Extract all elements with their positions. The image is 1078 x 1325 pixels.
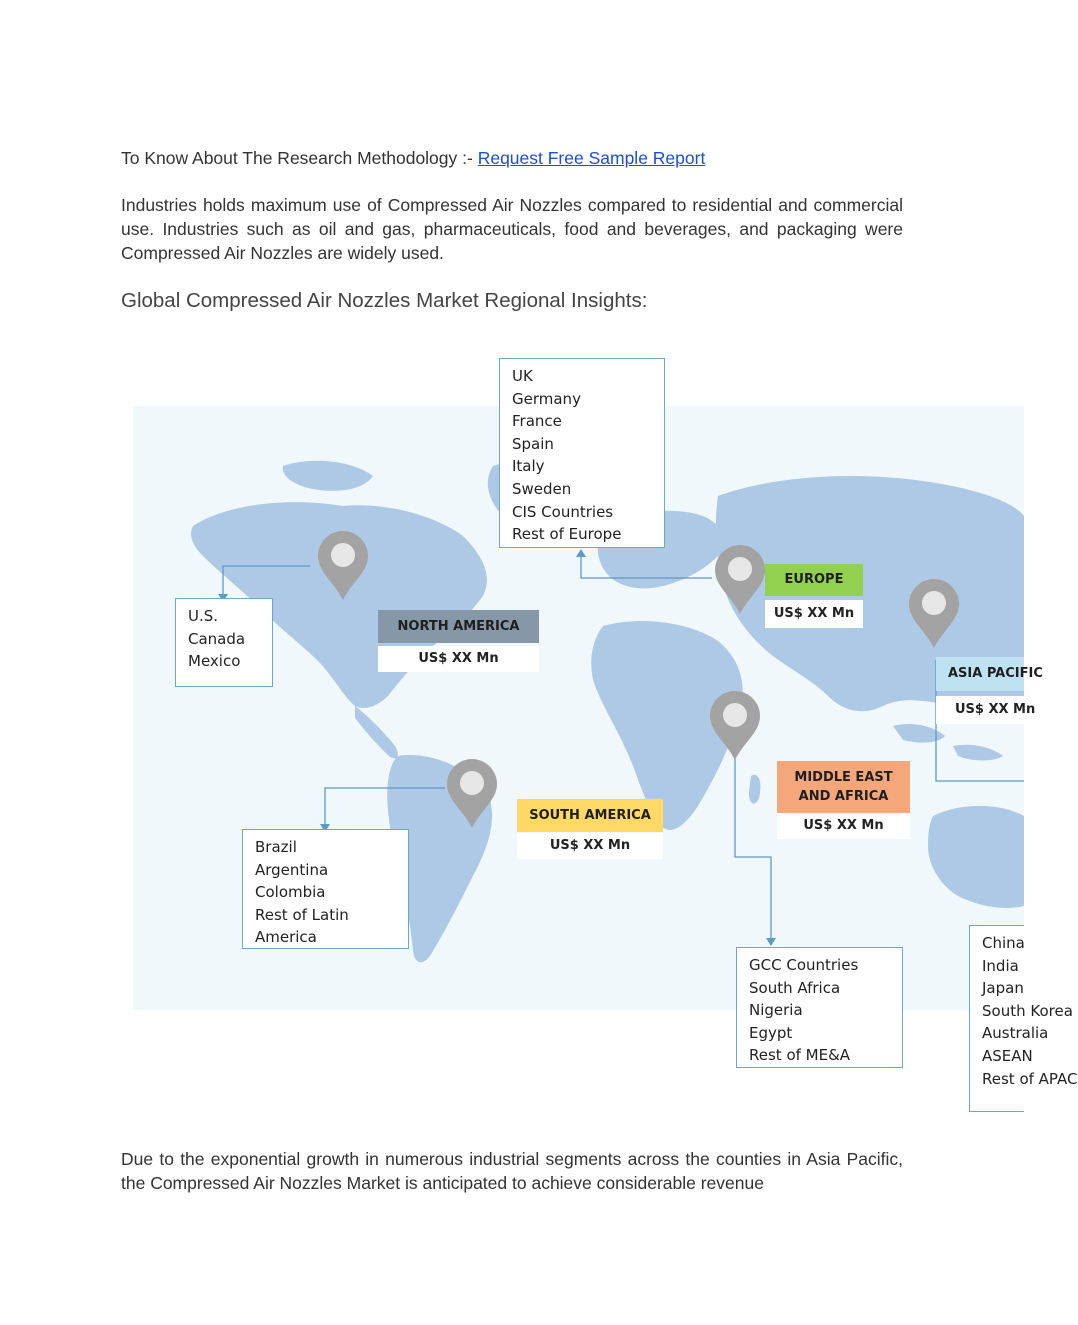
country-item: America <box>255 928 317 947</box>
methodology-prefix: To Know About The Research Methodology :- <box>121 148 478 168</box>
country-item: Brazil <box>255 838 297 856</box>
country-item: Sweden <box>512 479 572 498</box>
north-america-value: US$ XX Mn <box>378 646 539 672</box>
country-item: Rest of ME&A <box>749 1046 851 1065</box>
mea-countries-box <box>736 947 903 1068</box>
country-item: Nigeria <box>749 1001 803 1020</box>
country-item: Colombia <box>255 883 326 902</box>
south-america-pin-icon <box>443 758 501 830</box>
country-item: Canada <box>188 629 246 648</box>
asia-pacific-countries-box <box>969 925 1078 1112</box>
north-america-countries-box <box>175 598 273 687</box>
mea-label-line2: AND AFRICA <box>798 789 889 804</box>
country-item: Spain <box>512 434 554 453</box>
request-sample-link[interactable]: Request Free Sample Report <box>477 148 706 168</box>
country-item: ASEAN <box>982 1046 1033 1065</box>
country-item: China <box>982 934 1025 952</box>
country-item: Italy <box>512 457 545 476</box>
country-item: U.S. <box>188 607 219 625</box>
country-item: South Africa <box>749 978 841 997</box>
asia-pacific-paragraph: Due to the exponential growth in numerous industrial segments across the counties in Asia Pacific, the Compressed Air Nozzles Market is anticipated to achieve considerable revenue <box>121 1149 903 1193</box>
europe-label: EUROPE <box>765 564 863 596</box>
country-item: Rest of Latin <box>255 905 349 924</box>
country-item: Japan <box>982 979 1024 998</box>
asia-pacific-label: ASIA PACIFIC <box>936 657 1024 691</box>
country-item: Argentina <box>255 860 329 879</box>
country-item: France <box>512 412 562 431</box>
europe-value: US$ XX Mn <box>765 600 863 628</box>
country-item: Rest of APAC <box>982 1069 1078 1088</box>
north-america-pin-icon <box>314 530 372 602</box>
europe-pin-icon <box>711 544 769 616</box>
europe-countries-box <box>499 358 665 548</box>
north-america-label: NORTH AMERICA <box>378 610 539 643</box>
south-america-countries-box <box>242 829 409 949</box>
country-item: South Korea <box>982 1001 1073 1020</box>
industries-paragraph: Industries holds maximum use of Compressed Air Nozzles compared to residential and commercial use. Industries such as oil and gas, pharmaceuticals, food and beverages, and packaging were Compressed Air Nozzles are widely used. <box>121 195 903 263</box>
methodology-line <box>121 146 903 170</box>
middle-east-africa-pin-icon <box>706 690 764 762</box>
country-item: Egypt <box>749 1023 793 1042</box>
asia-pacific-value: US$ XX Mn <box>936 696 1024 724</box>
middle-east-africa-label <box>777 761 910 813</box>
country-item: Germany <box>512 389 581 408</box>
country-item: UK <box>512 367 533 385</box>
mea-label-line1: MIDDLE EAST <box>794 770 893 785</box>
country-item: CIS Countries <box>512 502 614 521</box>
country-item: Australia <box>982 1024 1049 1043</box>
middle-east-africa-value: US$ XX Mn <box>777 813 910 839</box>
country-item: India <box>982 956 1019 975</box>
country-item: Mexico <box>188 652 241 671</box>
country-item: Rest of Europe <box>512 525 622 544</box>
south-america-value: US$ XX Mn <box>517 833 663 859</box>
south-america-label: SOUTH AMERICA <box>517 799 663 832</box>
country-item: GCC Countries <box>749 956 859 974</box>
section-heading: Global Compressed Air Nozzles Market Regional Insights: <box>121 289 648 312</box>
asia-pacific-pin-icon <box>905 578 963 650</box>
